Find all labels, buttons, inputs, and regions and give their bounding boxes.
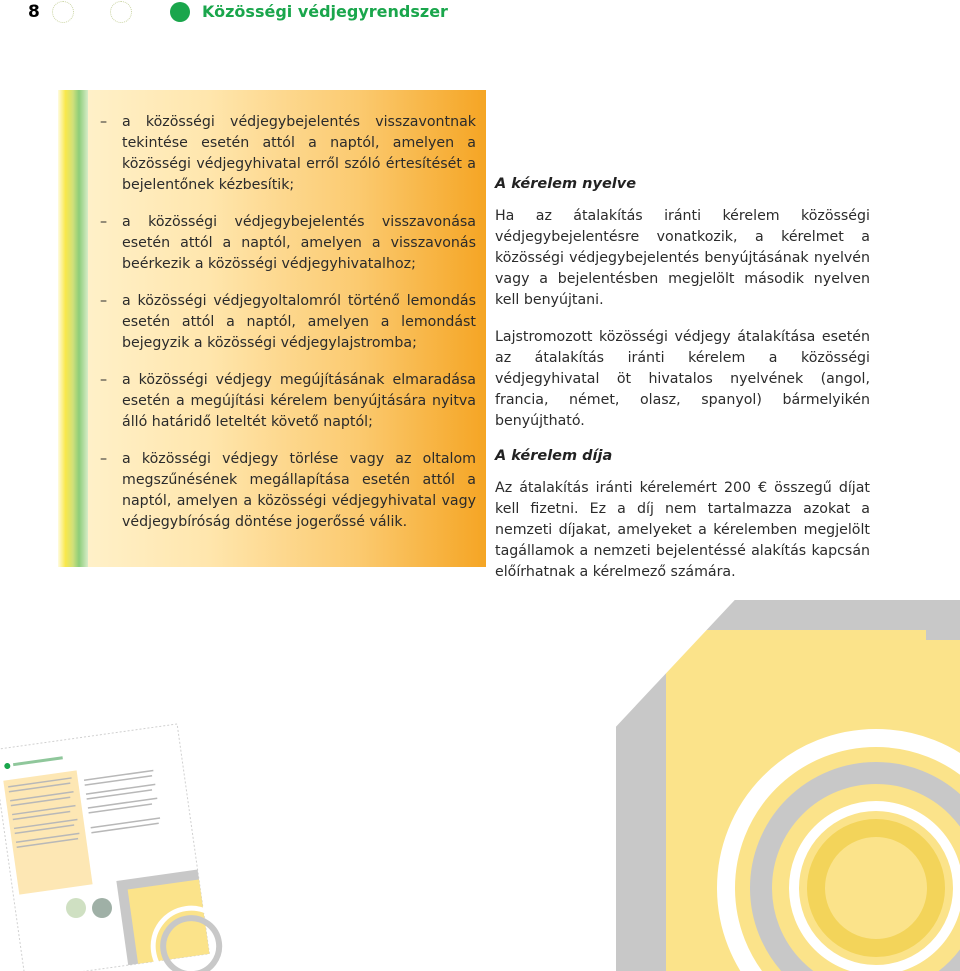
paragraph: Lajstromozott közösségi védjegy átalakítása esetén az átalakítás iránti kérelem a közösségi védjegyhivatal öt hivatalos nyelvének (angol, francia, német, olasz, spanyol) bármelyikén benyújtható. xyxy=(495,329,870,429)
decorative-graphic xyxy=(596,588,960,971)
page-header xyxy=(0,0,960,24)
page-thumbnail xyxy=(0,705,250,971)
dotted-circle-icon xyxy=(52,1,74,23)
section-heading-language: A kérelem nyelve xyxy=(495,176,637,192)
page-title: Közösségi védjegyrendszer xyxy=(202,2,448,21)
color-strip xyxy=(58,90,88,567)
list-item: – a közösségi védjegy törlése vagy az oltalom megszűnésének megállapítása esetén attól a naptól, amelyen a közösségi védjegyhivatal vagy védjegybíróság döntése jogerőssé válik. xyxy=(100,451,476,530)
list-item: – a közösségi védjegy megújításának elmaradása esetén a megújítási kérelem benyújtására nyitva álló határidő leteltét követő naptól; xyxy=(100,372,476,430)
dotted-circle-icon xyxy=(110,1,132,23)
right-column xyxy=(495,176,870,599)
paragraph: Ha az átalakítás iránti kérelem közösségi védjegybejelentésre vonatkozik, a kérelmet a közösségi védjegybejelentés benyújtásának nyelvén vagy a bejelentésben megjelölt második nyelven kell benyújtani. xyxy=(495,208,870,308)
list-item: – a közösségi védjegybejelentés visszavontnak tekintése esetén attól a naptól, amelyen a közösségi védjegyhivatal erről szóló értesítését a bejelentőnek kézbesítik; xyxy=(100,114,476,193)
section-heading-fee: A kérelem díja xyxy=(495,448,613,464)
green-bullet-icon xyxy=(170,2,190,22)
list-item: – a közösségi védjegyoltalomról történő lemondás esetén attól a naptól, amelyen a lemondást bejegyzik a közösségi védjegylajstromba; xyxy=(100,293,476,351)
date-list xyxy=(100,112,476,549)
page-number: 8 xyxy=(28,2,40,22)
list-item: – a közösségi védjegybejelentés visszavonása esetén attól a naptól, amelyen a visszavonás beérkezik a közösségi védjegyhivatalhoz; xyxy=(100,214,476,272)
paragraph: Az átalakítás iránti kérelemért 200 € összegű díjat kell fizetni. Ez a díj nem tartalmazza azokat a nemzeti díjakat, amelyeket a kérelemben megjelölt tagállamok a nemzeti bejelentéssé alakítás kapcsán előírhatnak a kérelmező számára. xyxy=(495,480,870,580)
